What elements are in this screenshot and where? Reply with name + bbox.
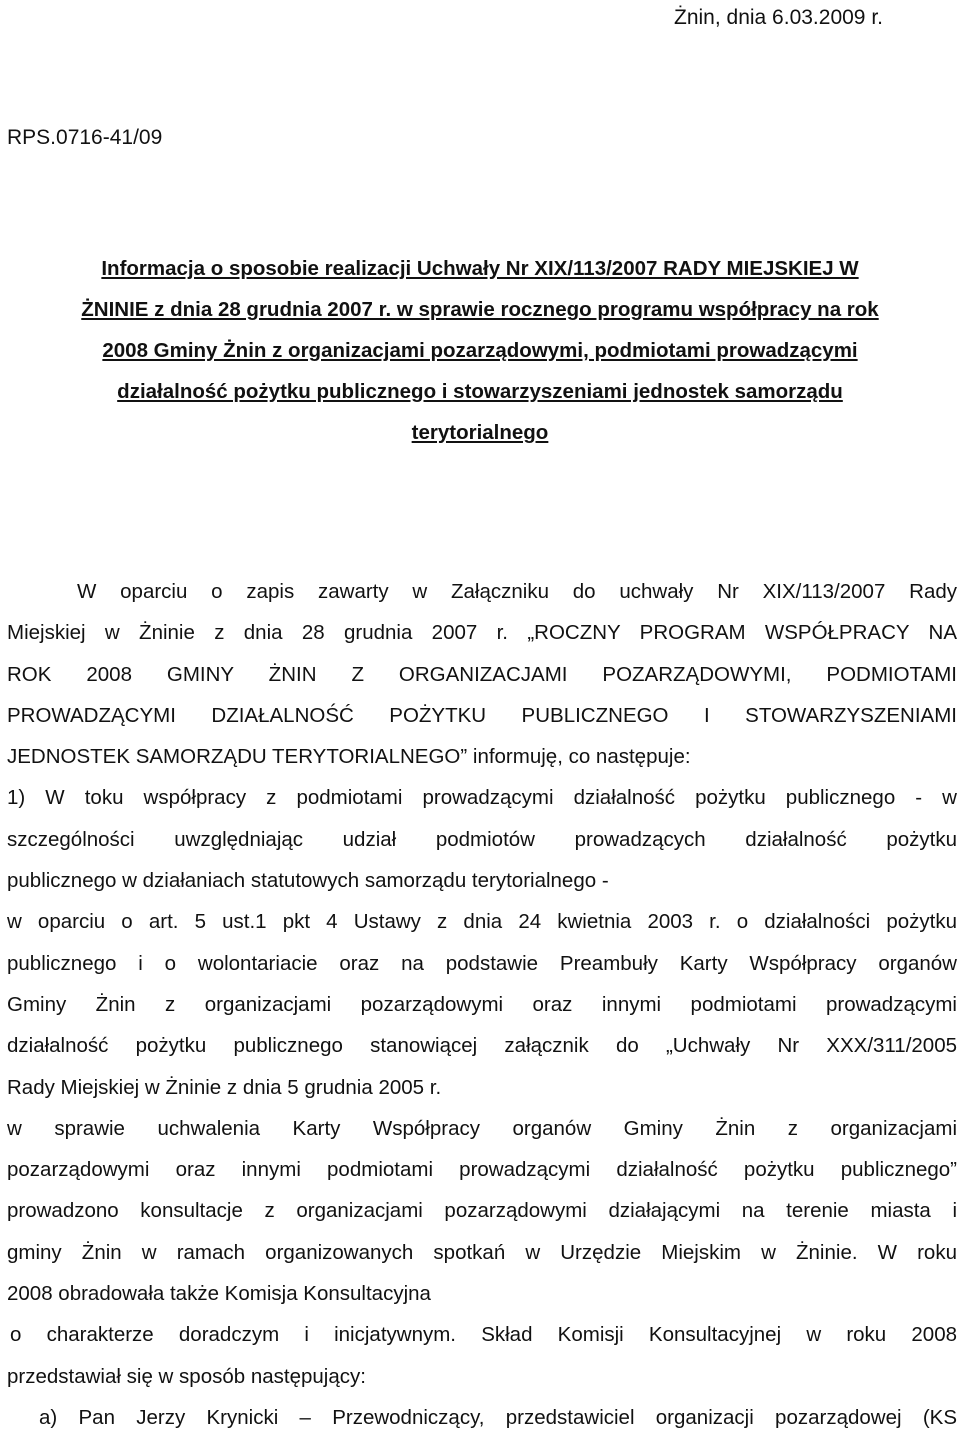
- document-title: [30, 248, 930, 453]
- body-line: o charakterze doradczym i inicjatywnym. Skład Komisji Konsultacyjnej w roku 2008: [10, 1323, 957, 1347]
- list-item: a) Pan Jerzy Krynicki – Przewodniczący, przedstawiciel organizacji pozarządowej (KS: [39, 1405, 957, 1429]
- body-line: Miejskiej w Żninie z dnia 28 grudnia 2007 r. „ROCZNY PROGRAM WSPÓŁPRACY NA: [7, 621, 957, 645]
- body-line: w sprawie uchwalenia Karty Współpracy organów Gminy Żnin z organizacjami: [7, 1116, 957, 1140]
- body-line: PROWADZĄCYMI DZIAŁALNOŚĆ POŻYTKU PUBLICZNEGO I STOWARZYSZENIAMI: [7, 703, 957, 727]
- title-line: Informacja o sposobie realizacji Uchwały Nr XIX/113/2007 RADY MIEJSKIEJ W: [101, 257, 859, 280]
- title-line: ŻNINIE z dnia 28 grudnia 2007 r. w sprawie rocznego programu współpracy na rok: [81, 298, 879, 321]
- body-line: gminy Żnin w ramach organizowanych spotkań w Urzędzie Miejskim w Żninie. W roku: [7, 1240, 957, 1264]
- document-body: [7, 571, 957, 1438]
- body-line: pozarządowymi oraz innymi podmiotami prowadzącymi działalność pożytku publicznego”: [7, 1158, 957, 1182]
- body-line: przedstawiał się w sposób następujący:: [7, 1364, 366, 1388]
- title-line: 2008 Gminy Żnin z organizacjami pozarządowymi, podmiotami prowadzącymi: [102, 339, 858, 362]
- body-line: w oparciu o art. 5 ust.1 pkt 4 Ustawy z dnia 24 kwietnia 2003 r. o działalności pożytku: [7, 910, 957, 934]
- place-date: Żnin, dnia 6.03.2009 r.: [674, 6, 883, 29]
- title-line: działalność pożytku publicznego i stowarzyszeniami jednostek samorządu: [117, 380, 843, 403]
- body-line: szczególności uwzględniając udział podmiotów prowadzących działalność pożytku: [7, 827, 957, 851]
- body-line: działalność pożytku publicznego stanowiącej załącznik do „Uchwały Nr XXX/311/2005: [7, 1034, 957, 1058]
- body-line: publicznego w działaniach statutowych samorządu terytorialnego -: [7, 869, 609, 893]
- body-line: 2008 obradowała także Komisja Konsultacyjna: [7, 1282, 431, 1306]
- title-line: terytorialnego: [411, 421, 549, 444]
- body-line: W oparciu o zapis zawarty w Załączniku do uchwały Nr XIX/113/2007 Rady: [77, 580, 957, 603]
- body-line: JEDNOSTEK SAMORZĄDU TERYTORIALNEGO” informuję, co następuje:: [7, 745, 691, 769]
- body-line: ROK 2008 GMINY ŻNIN Z ORGANIZACJAMI POZARZĄDOWYMI, PODMIOTAMI: [7, 662, 957, 686]
- reference-number: RPS.0716-41/09: [7, 126, 163, 149]
- body-line: publicznego i o wolontariacie oraz na podstawie Preambuły Karty Współpracy organów: [7, 951, 957, 975]
- body-line: 1) W toku współpracy z podmiotami prowadzącymi działalność pożytku publicznego - w: [7, 786, 957, 810]
- body-line: prowadzono konsultacje z organizacjami pozarządowymi działającymi na terenie miasta i: [7, 1199, 957, 1223]
- body-line: Gminy Żnin z organizacjami pozarządowymi oraz innymi podmiotami prowadzącymi: [7, 992, 957, 1016]
- body-line: Rady Miejskiej w Żninie z dnia 5 grudnia 2005 r.: [7, 1075, 442, 1099]
